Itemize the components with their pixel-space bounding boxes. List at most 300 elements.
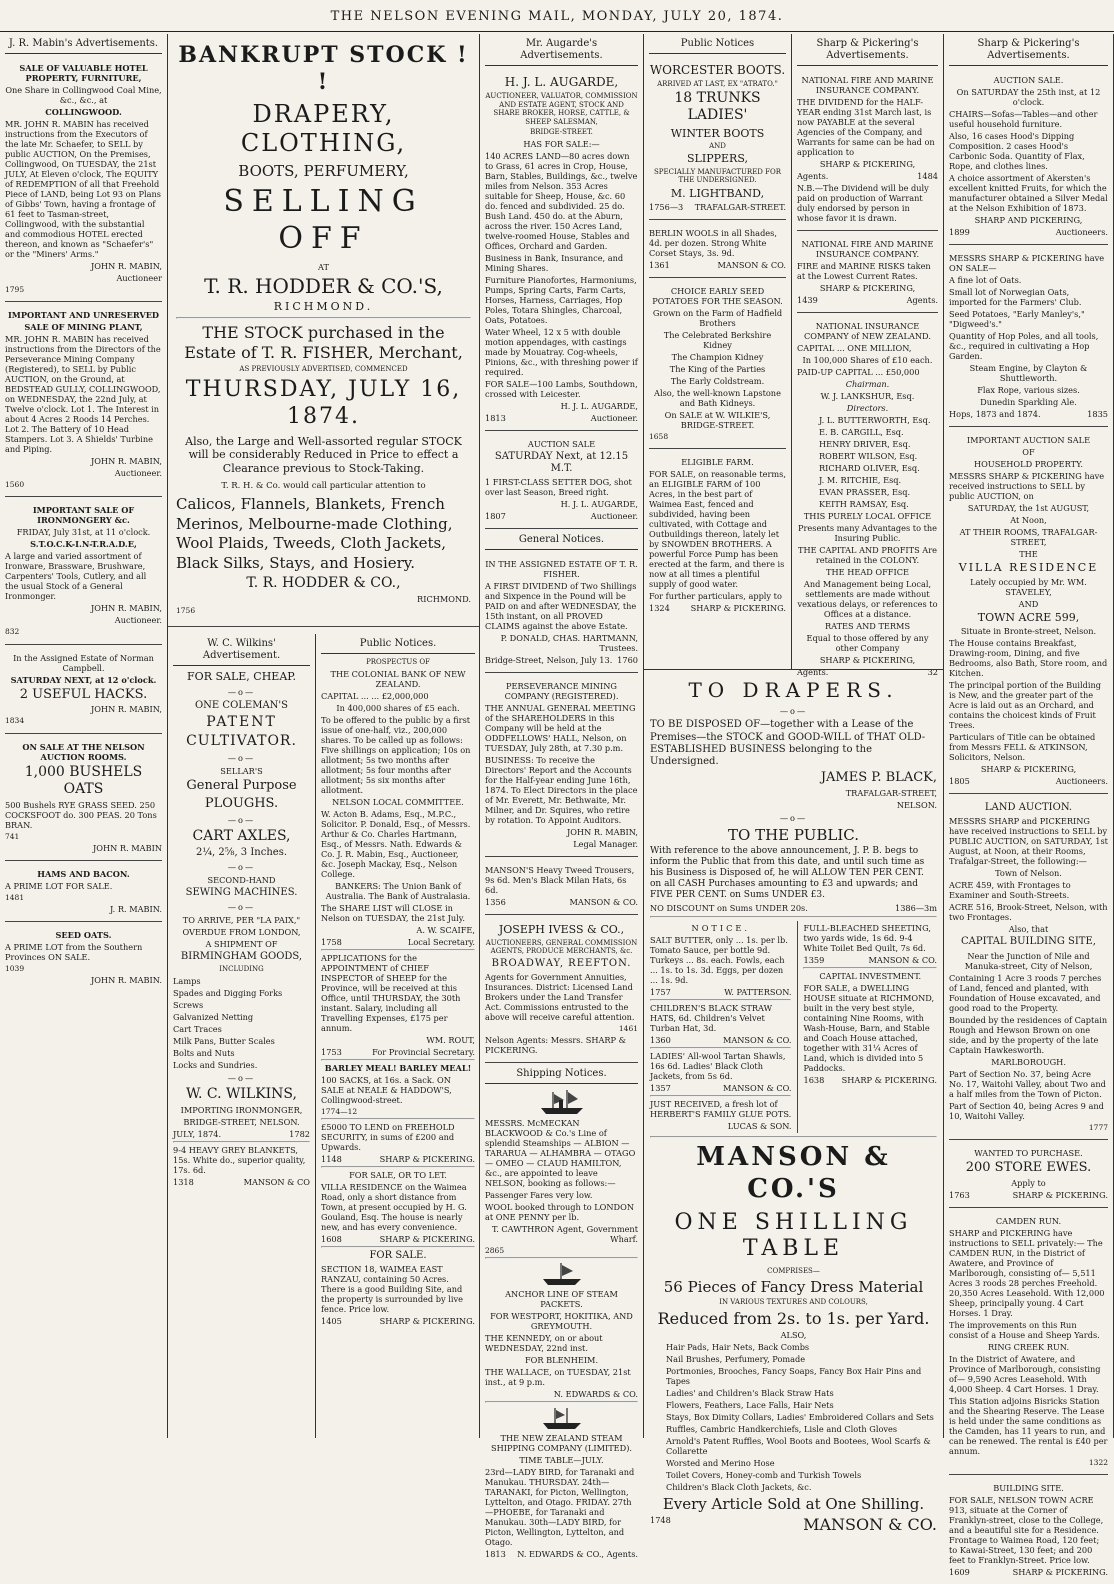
also2: Also, that: [1008, 924, 1049, 935]
fresh: JUST RECEIVED, a fresh lot of HERBERT'S FAMILY GLUE POTS.: [650, 1099, 792, 1120]
straw: CHILDREN'S BLACK STRAW HATS, 6d. Children's Velvet Turban Hat, 3d.: [650, 1003, 772, 1034]
drapers-title: TO DRAPERS.: [688, 678, 899, 702]
also: Also, the well-known Lapstone and Bath Kidneys.: [654, 388, 781, 409]
goods-list: Calicos, Flannels, Blankets, French Merinos, Melbourne-made Clothing, Wool Plaids, Tweeds, Cloth Jackets, Black Silks, Stays, and Hosiery.: [176, 495, 453, 572]
ad-seed-potatoes: [649, 281, 786, 449]
ad-footer: [650, 987, 791, 997]
house: The House contains Breakfast, Drawing-room, Dining, and five Bedrooms, also Bath, Store room, and Kitchen.: [949, 638, 1108, 679]
wilkins-line: INCLUDING: [219, 965, 264, 974]
winter: WINTER BOOTS: [670, 126, 765, 140]
ad-date: FRIDAY, July 31st, at 11 o'clock.: [16, 527, 151, 538]
mcmeckan: MESSRS. McMECKAN BLACKWOOD & Co.'s Line of splendid Steamships — ALBION — TARARUA — ALHAMBRA — OTAGO — OMEO — CLAUD HAMILTON, &c., are appointed to leave NELSON, booking as follows:—: [485, 1118, 636, 1189]
headline-richmond: RICHMOND.: [273, 300, 374, 314]
ad-signer: MANSON & CO.: [569, 897, 638, 908]
bank-body: To be offered to the public by a first issue of one-half, viz., 200,000 shares. To be called up as follows: Five shillings on application; 10s on allotment; 5s two months after allotment; 5s four months after allotment; 5s six months after allotment.: [321, 714, 471, 795]
hodder-richmond: RICHMOND.: [417, 594, 471, 605]
rule: —o—: [227, 753, 256, 764]
ad-number: 1795: [5, 285, 25, 295]
hbody: MESSRS SHARP & PICKERING have received instructions to SELL by public AUCTION, on: [949, 471, 1105, 502]
ad-seed-oats: [5, 925, 162, 992]
ad-footer: [485, 897, 638, 907]
ad-number: 1609: [949, 1566, 970, 1577]
ad-signer: SHARP & PICKERING.: [379, 1153, 475, 1164]
fares: Passenger Fares very low.: [485, 1190, 593, 1201]
wilkins-item: Cart Traces: [173, 1024, 222, 1035]
ad-signer: SHARP AND PICKERING,: [974, 215, 1083, 226]
ad-date: SATURDAY NEXT, at 12 o'clock.: [10, 674, 157, 685]
ad-number: 1658: [649, 432, 669, 442]
barley-body: 100 SACKS, at 16s. a Sack. ON SALE at NEALE & HADDOW'S, Collingwood-street.: [321, 1074, 452, 1105]
ad-number: 1361: [649, 260, 670, 271]
wilkins-item: Locks and Sundries.: [173, 1060, 258, 1071]
ad-signer: MANSON & CO.: [868, 955, 937, 966]
ad-stock: S.T.O.C.K-I.N-T.R.A.D.E,: [30, 539, 137, 550]
nz-ship-icon: [539, 1405, 585, 1431]
ad-hams: [5, 864, 162, 922]
ad-signer: JOHN R. MABIN,: [566, 827, 638, 838]
public-notices-column: [316, 634, 480, 1438]
ivess-name: JOSEPH IVESS & CO.,: [498, 923, 625, 937]
management: And Management being Local, settlements are made without vexatious delays, or references to Offices at a distance.: [797, 579, 938, 620]
part2: Part of Section 40, being Acres 9 and 10, Waitohi Valley.: [949, 1100, 1104, 1121]
ad-number: 1756: [176, 606, 196, 616]
ad-role: For Provincial Secretary.: [372, 1046, 475, 1057]
section-header: General Notices.: [485, 532, 638, 550]
column-header: W. C. Wilkins' Advertisement.: [173, 636, 310, 666]
saturday: SATURDAY, the 1st AUGUST,: [967, 503, 1090, 514]
town2: Town of Nelson.: [995, 868, 1062, 879]
wilkins-item: Bolts and Nuts: [173, 1048, 235, 1059]
previously-advertised: AS PREVIOUSLY ADVERTISED, COMMENCED: [239, 364, 408, 373]
ad-number: 1560: [5, 480, 25, 490]
improvements: The improvements on this Run consist of a House and Sheep Yards.: [949, 1319, 1100, 1340]
ad-number: 832: [5, 627, 20, 637]
ad-footer: [650, 1515, 937, 1535]
ad-footer: [650, 1083, 791, 1093]
ad-number: 1357: [650, 1083, 671, 1094]
ad-body: A large and varied assortment of Ironware, Brassware, Brushware, Carpenters' Tools, Cutlery, and all the usual Stock of a General Ironmonger.: [5, 551, 147, 602]
augarde-forsale: HAS FOR SALE:—: [523, 138, 600, 149]
wilkins-column: [168, 634, 316, 1438]
ad-camden-run: [949, 1211, 1108, 1475]
ad-title: IMPORTANT SALE OF IRONMONGERY &c.: [32, 505, 135, 526]
ad-number: 1148: [321, 1153, 342, 1164]
section-header: Shipping Notices.: [485, 1066, 638, 1084]
nb: N.B.—The Dividend will be duly paid on production of Warrant duly endorsed by person in whose favor it is drawn.: [797, 183, 929, 224]
rooms: AT THEIR ROOMS, TRAFALGAR-STREET,: [959, 527, 1098, 548]
ad-footer: [321, 1234, 475, 1244]
forsale2: FOR SALE.: [369, 1249, 427, 1261]
ad-hotel-sale: [5, 58, 162, 302]
manson-item: Arnold's Patent Ruffles, Wool Boots and Bootees, Wool Scarfs & Collarette: [666, 1436, 931, 1457]
stock-purchased: THE STOCK purchased in the Estate of T. R. FISHER, Merchant,: [184, 323, 463, 362]
ad-number: 1322: [1088, 1457, 1108, 1467]
drapers-body: TO BE DISPOSED OF—together with a Lease of the Premises—the STOCK and GOOD-WILL of THAT OLD-ESTABLISHED BUSINESS belonging to the Undersigned.: [650, 719, 926, 767]
villa: VILLA RESIDENCE: [958, 561, 1099, 575]
times: 23rd—LADY BIRD, for Taranaki and Manukau. THURSDAY. 24th—TARANAKI, for Picton, Wellington, Lyttelton, and Otago. FRIDAY. 27th—PHOEBE, for Taranaki and Manukau. 30th—LADY BIRD, for Picton, Wellington, Lyttelton, and Otago.: [485, 1467, 635, 1548]
discount: NO DISCOUNT on Sums UNDER 20s.: [650, 903, 808, 914]
ad-signer: SHARP & PICKERING.: [1012, 1566, 1108, 1577]
nfm2: NATIONAL FIRE AND MARINE INSURANCE COMPANY.: [801, 239, 934, 260]
ad-role: Legal Manager.: [573, 839, 638, 850]
wilkins-date-text: JULY, 1874.: [173, 1129, 222, 1140]
fisher-place: Bridge-Street, Nelson, July 13.: [485, 655, 613, 666]
of: OF: [1022, 447, 1035, 458]
ad-number: 1756—3: [649, 202, 684, 213]
ad-number: 1899: [949, 227, 970, 238]
date-headline: THURSDAY, JULY 16, 1874.: [185, 377, 462, 429]
ad-footer: [949, 1567, 1108, 1577]
farm-particulars: For further particulars, apply to: [649, 591, 782, 602]
wilkins-items: [173, 976, 310, 1070]
situate: Situate in Bronte-street, Nelson.: [960, 626, 1097, 637]
ad-footer: [803, 1075, 937, 1085]
ad-signer: LUCAS & SON.: [727, 1121, 792, 1132]
shipping-notices: [485, 1088, 638, 1559]
masthead: THE NELSON EVENING MAIL, MONDAY, JULY 20, 1874.: [0, 0, 1114, 32]
rule: —o—: [779, 706, 808, 717]
ad-signer: SHARP & PICKERING.: [379, 1233, 475, 1244]
ad-footer: [949, 776, 1108, 786]
auction-title: AUCTION SALE: [527, 438, 596, 449]
augarde-business: Business in Bank, Insurance, and Mining Shares.: [485, 252, 624, 273]
principal: The principal portion of the Building is New, and the greater part of the Acre is laid out as an Orchard, and contains the choicest kinds of Fruit Trees.: [949, 680, 1102, 731]
ad-role: Auctioneer.: [114, 468, 162, 479]
nfm: NATIONAL FIRE AND MARINE INSURANCE COMPANY.: [801, 75, 934, 96]
headline-drapery: DRAPERY, CLOTHING,: [240, 99, 407, 157]
wanted: WANTED TO PURCHASE.: [974, 1147, 1083, 1158]
ad-number: 1760: [617, 655, 638, 666]
ad-signer: SHARP & PICKERING.: [1012, 1189, 1108, 1200]
ad-fisher-estate: [485, 554, 638, 673]
shares: In 100,000 Shares of £10 each.: [802, 355, 933, 366]
wallace: THE WALLACE, on TUESDAY, 21st inst., at 9 p.m.: [485, 1367, 631, 1388]
augarde-title: AUCTIONEER, VALUATOR, COMMISSION AND ESTATE AGENT, STOCK AND SHARE BROKER, HORSE, CATTLE, & SHEEP SALESMAN,: [485, 92, 638, 126]
ad-role: Agents.: [797, 667, 829, 678]
ewes: 200 STORE EWES.: [965, 1159, 1092, 1175]
persev-business: BUSINESS: To receive the Directors' Report and the Accounts for the Half-year ending June 16th, 1874. To Elect Directors in the place of Mr. Everett, Mr. Bethwaite, Mr. Milner, and Dr. Squires, who retire by rotation. To Appoint Auditors.: [485, 755, 638, 826]
ad-footer: [949, 1190, 1108, 1200]
column-header: Public Notices: [649, 36, 786, 54]
acre2: ACRE 516, Brook-Street, Nelson, with two Frontages.: [949, 902, 1108, 923]
ad-oats: [5, 737, 162, 861]
wilkins-date: [173, 1129, 310, 1139]
hodder-sign: T. R. HODDER & CO.,: [246, 575, 401, 592]
director: EVAN PRASSER, Esq.: [819, 487, 911, 498]
nz-company: THE NEW ZEALAND STEAM SHIPPING COMPANY (LIMITED).: [490, 1433, 633, 1454]
ad-land-auction: [949, 797, 1108, 1140]
building: BUILDING SITE.: [993, 1482, 1064, 1493]
choice: A choice assortment of Akersten's excellent knitted Fruits, for which the manufacturer obtained a Silver Medal at the Nelson Exhibition of 1873.: [949, 173, 1108, 214]
ad-building-site: [949, 1478, 1108, 1584]
head: THE HEAD OFFICE: [826, 567, 909, 578]
the: THE: [1019, 549, 1038, 560]
fisher-dividend: A FIRST DIVIDEND of Two Shillings and Sixpence in the Pound will be PAID on and after WEDNESDAY, the 15th instant, on all PROVED CLAIMS against the above Estate.: [485, 581, 637, 632]
date: On SATURDAY the 25th inst, at 12 o'clock.: [956, 87, 1101, 108]
auction-date: SATURDAY Next, at 12.15 M.T.: [494, 450, 629, 474]
potato-kind: The King of the Parties: [669, 364, 766, 375]
column-mabin: [0, 34, 168, 1438]
ad-number: 1782: [289, 1129, 310, 1140]
bankers: BANKERS: The Union Bank of Australia. The Bank of Australasia.: [325, 880, 471, 901]
discount-line: [650, 903, 937, 913]
committee: NELSON LOCAL COMMITTEE.: [332, 796, 464, 807]
lightband: M. LIGHTBAND,: [670, 186, 765, 200]
director: RICHARD OLIVER, Esq.: [819, 463, 920, 474]
ad-nfm-risks: [797, 234, 938, 313]
ad-sub: One Share in Collingwood Coal Mine, &c., &c., at: [5, 85, 162, 106]
ad-signer: SHARP & PICKERING,: [819, 655, 916, 666]
potato-kinds: [649, 330, 786, 386]
ad-number: 1834: [5, 716, 25, 726]
ad-title: ON SALE AT THE NELSON AUCTION ROOMS.: [22, 741, 145, 762]
ad-augarde: [485, 70, 638, 430]
ad-sub: SALE OF MINING PLANT,: [24, 322, 143, 333]
paid: PAID-UP CAPITAL ... £50,000: [797, 367, 920, 378]
ad-signer: W. PATTERSON.: [724, 987, 792, 998]
farm: ELIGIBLE FARM.: [681, 457, 754, 468]
part: Part of Section No. 37, being Acre No. 17, Waitohi Valley, about Two and a half miles from the Town of Picton.: [949, 1068, 1106, 1099]
rule: —o—: [227, 862, 256, 873]
wilkins-item: Lamps: [173, 976, 201, 987]
ad-number: 1805: [949, 776, 970, 787]
ad-footer: [485, 511, 638, 521]
tweed-body: MANSON'S Heavy Tweed Trousers, 9s 6d. Men's Black Milan Hats, 6s 6d.: [485, 865, 635, 896]
ad-number: 1813: [485, 412, 506, 423]
apply: Apply to: [1011, 1177, 1046, 1188]
director-list: [797, 415, 938, 509]
ad-mining-plant: [5, 305, 162, 497]
ad-number: 1777: [1088, 1122, 1108, 1132]
ad-number: 1356: [485, 897, 506, 908]
bounded: Bounded by the residences of Captain Rough and Hewson Brown on one side, and by the property of the late Captain Hawkesworth.: [949, 1014, 1108, 1055]
manson-item: Hair Pads, Hair Nets, Back Combs: [666, 1342, 810, 1353]
ad-signer: H. J. L. AUGARDE,: [560, 400, 638, 411]
ad-footer: [797, 295, 938, 305]
ad-footer: [321, 1047, 475, 1057]
household: HOUSEHOLD PROPERTY.: [973, 459, 1084, 470]
director: ROBERT WILSON, Esq.: [819, 451, 918, 462]
edwards: N. EDWARDS & CO.: [553, 1389, 638, 1400]
ad-role: Auctioneer.: [590, 412, 638, 423]
ad-number: 1405: [321, 1316, 342, 1327]
ad-perseverance: [485, 676, 638, 857]
small-ads-right: [797, 921, 937, 1133]
wilkins-line: SELLAR'S: [220, 766, 263, 777]
directors: Directors.: [846, 403, 889, 414]
rule: —o—: [227, 902, 256, 913]
black-street: TRAFALGAR-STREET,: [845, 788, 937, 798]
timetable: TIME TABLE—JULY.: [519, 1455, 604, 1466]
ad-number: 1753: [321, 1046, 342, 1057]
ad-role: Auctioneer.: [590, 511, 638, 522]
ad-body: A PRIME LOT from the Southern Provinces ON SALE.: [5, 942, 143, 963]
ad-number: 1758: [321, 936, 342, 947]
wilkins-line: CART AXLES,: [192, 827, 291, 844]
potatoes: CHOICE EARLY SEED POTATOES FOR THE SEASON.: [652, 286, 783, 307]
every-article: Every Article Sold at One Shilling.: [662, 1495, 925, 1514]
junction: Near the Junction of Nile and Manuka-street, City of Nelson,: [964, 950, 1093, 971]
ad-footer: [803, 955, 937, 965]
ad-national-insurance: [797, 316, 938, 684]
rule: —o—: [227, 814, 256, 825]
ad-signer: MANSON & CO.: [722, 1035, 792, 1046]
ad-number: 2865: [485, 1246, 505, 1256]
ad-title: IMPORTANT AND UNRESERVED: [7, 310, 160, 321]
wilkie: On SALE at W. WILKIE'S, BRIDGE-STREET.: [664, 410, 771, 431]
ad-nfm-dividend: [797, 70, 938, 231]
fisher-trustees: P. DONALD, CHAS. HARTMANN, Trustees.: [500, 633, 638, 654]
ad-signer: H. J. L. AUGARDE,: [560, 499, 638, 510]
manson-item: Toilet Covers, Honey-comb and Turkish Towels: [666, 1470, 862, 1481]
persev-title: PERSEVERANCE MINING COMPANY (REGISTERED).: [504, 681, 619, 702]
worcester: WORCESTER BOOTS.: [649, 63, 786, 78]
director: E. B. CARGILL, Esq.: [819, 427, 904, 438]
ivess-body: Agents for Government Annuities, Insurances. District: Licensed Land Brokers under the Land Transfer Act. Commissions entrusted to the above will receive careful attention.: [485, 971, 635, 1022]
director: J. L. BUTTERWORTH, Esq.: [819, 415, 931, 426]
oats: A fine lot of Oats.: [949, 275, 1022, 286]
kennedy: THE KENNEDY, on or about WEDNESDAY, 22nd inst.: [485, 1333, 603, 1354]
local: THIS PURELY LOCAL OFFICE: [803, 511, 932, 522]
particulars: Particulars of Title can be obtained from Messrs FELL & ATKINSON, Solicitors, Nelson.: [949, 732, 1096, 763]
wilkins-line: IMPORTING IRONMONGER,: [180, 1105, 303, 1116]
wilkins-line: BRIDGE-STREET, NELSON.: [183, 1117, 300, 1128]
rule: —o—: [779, 813, 808, 823]
grown: Grown on the Farm of Hadfield Brothers: [652, 308, 783, 329]
ad-role: Auctioneers.: [1055, 776, 1108, 787]
potato-kind: The Celebrated Berkshire Kidney: [663, 330, 772, 351]
ad-ironmongery: [5, 500, 162, 644]
ivess-role: AUCTIONEERS, GENERAL COMMISSION AGENTS, PRODUCE MERCHANTS, &c.: [485, 938, 638, 956]
nic: NATIONAL INSURANCE COMPANY of NEW ZEALAND.: [804, 321, 931, 342]
ad-number: 1461: [618, 1023, 638, 1033]
blankets-ad: 9-4 HEAVY GREY BLANKETS, 15s. White do., superior quality, 17s. 6d.: [173, 1145, 306, 1176]
black-name: JAMES P. BLACK,: [820, 770, 937, 786]
ad-signer: MANSON & CO.: [722, 1083, 792, 1094]
arrived: ARRIVED AT LAST, EX "ATRATO.": [657, 79, 778, 88]
steam: Steam Engine, by Clayton & Shuttleworth.: [969, 363, 1088, 384]
headline-boots: BOOTS, PERFUMERY,: [238, 162, 409, 181]
ad-signer: SHARP & PICKERING.: [841, 1075, 937, 1086]
ad-signer: A. W. SCAIFE,: [416, 924, 475, 935]
ad-number: 1748: [650, 1515, 671, 1526]
ad-tweed: [485, 860, 638, 915]
headline-at: AT: [318, 261, 329, 272]
ad-number: 1757: [650, 987, 671, 998]
wilkins-line: TO ARRIVE, PER "LA PAIX,": [182, 915, 301, 926]
ivess-address: BROADWAY, REEFTON.: [491, 957, 632, 969]
manson-item: Worsted and Merino Hose: [666, 1458, 775, 1469]
rule: —o—: [227, 1073, 256, 1084]
ad-signer: MANSON & CO.: [803, 1515, 937, 1535]
augarde-lambs: FOR SALE—100 Lambs, Southdown, crossed with Leicester.: [485, 378, 638, 399]
wilkins-line: BIRMINGHAM GOODS,: [180, 951, 303, 963]
ad-number: 1835: [1087, 409, 1108, 420]
members: W. Acton B. Adams, Esq., M.P.C., Solicitor. P. Donald, Esq., of Messrs. Arthur & Co. Charles Hartmann, Esq., of Messrs. Nath. Edwards & Co. J. R. Mabin, Esq., Auctioneer, &c. Joseph Mackay, Esq., Nelson College.: [321, 808, 471, 879]
ivess-agent: Nelson Agents: Messrs. SHARP & PICKERING.: [485, 1035, 626, 1056]
cawthron: T. CAWTHRON Agent, Government Wharf.: [491, 1224, 638, 1245]
cbody: SHARP and PICKERING have instructions to SELL privately:— The CAMDEN RUN, in the District of Awatere, and Province of Marlborough, consisting of— 5,511 Acres 3 roods 28 perches Freehold. 20,350 Acres Leasehold. With 12,000 Sheep, principally young. 4 Cart Horses. 1 Dray.: [949, 1227, 1105, 1318]
ad-number: 1638: [803, 1075, 825, 1086]
reduced: Reduced from 2s. to 1s. per Yard.: [657, 1308, 930, 1328]
drapers-section: [644, 669, 944, 1535]
wilkins-line: SECOND-HAND: [207, 875, 276, 886]
ladies: LADIES' All-wool Tartan Shawls, 16s 6d. Ladies' Black Cloth Jackets, from 5s 6d.: [650, 1051, 786, 1082]
ad-wanted: [949, 1143, 1108, 1208]
chairs: CHAIRS—Sofas—Tables—and other useful household furniture.: [949, 109, 1098, 130]
profits: THE CAPITAL AND PROFITS Are retained in the COLONY.: [798, 545, 937, 566]
textures: IN VARIOUS TEXTURES AND COLOURS,: [719, 1298, 868, 1307]
lend: £5000 TO LEND on FREEHOLD SECURITY, in sums of £200 and Upwards.: [321, 1121, 455, 1152]
attention: T. R. H. & Co. would call particular attention to: [221, 480, 426, 491]
ad-berlin: [649, 223, 786, 278]
ad-body: 500 Bushels RYE GRASS SEED. 250 COCKSFOOT do. 300 PEAS. 20 Tons BRAN.: [5, 799, 157, 830]
headline-hodder: T. R. HODDER & CO.'S,: [204, 273, 443, 298]
ad-footer: [649, 202, 786, 212]
camden: CAMDEN RUN.: [995, 1215, 1062, 1226]
rates: RATES AND TERMS: [824, 621, 911, 632]
wilkins-line: SEWING MACHINES.: [185, 887, 298, 899]
ad-auction-sale: [949, 70, 1108, 245]
capital: CAPITAL ... ONE MILLION,: [797, 343, 912, 354]
wilkins-line: A SHIPMENT OF: [205, 939, 278, 950]
ad-signer: JOHN R. MABIN,: [90, 456, 162, 467]
ad-number: 32: [927, 667, 938, 678]
ad-signer: N. EDWARDS & CO., Agents.: [517, 1549, 638, 1560]
augarde-furniture: Furniture Pianofortes, Harmoniums, Pumps, Spring Carts, Farm Carts, Horses, Harness, Carriages, Hop Poles, Totara Shingles, Charcoal, Oats, Potatoes.: [485, 274, 637, 325]
ad-signer: MANSON & CO: [243, 1177, 310, 1188]
ad-signer: SHARP & PICKERING.: [379, 1316, 475, 1327]
ad-auction-sale: [485, 434, 638, 529]
and: AND: [709, 141, 726, 150]
ad-eligible-farm: [649, 452, 786, 620]
ad-signer: JOHN R. MABIN,: [90, 261, 162, 272]
forsale: FOR SALE, OR TO LET.: [349, 1169, 447, 1180]
wilkins-line: General Purpose: [186, 778, 297, 794]
villa: VILLA RESIDENCE on the Waimea Road, only a short distance from Town, at present occupied by H. G. Gouland, Esq. The house is nearly new, and has every convenience.: [321, 1181, 467, 1232]
ad-number: 1039: [5, 964, 25, 974]
blenheim: FOR BLENHEIM.: [524, 1355, 599, 1366]
ad-body: A PRIME LOT FOR SALE.: [5, 880, 113, 891]
nfm-body: THE DIVIDEND for the HALF-YEAR ending 31st March last, is now PAYABLE at the several Agencies of the Company, and Warrants for same can be had on application to: [797, 97, 935, 158]
notice-body: SALT BUTTER, only ... 1s. per lb. Tomato Sauce, per bottle 9d. Turkeys ... 8s. each. Fowls, each ... 1s. to 1s. 3d. Eggs, per dozen ... 1s. 9d.: [650, 935, 788, 986]
seed: Small lot of Norwegian Oats, imported for the Farmers' Club.: [949, 287, 1082, 308]
sheeting: FULL-BLEACHED SHEETING, two yards wide, 1s 6d. 9-4 White Toilet Bed Quilt, 7s 6d.: [803, 923, 932, 954]
trunks: 18 TRUNKS LADIES': [674, 90, 761, 124]
ad-footer: [949, 409, 1108, 419]
special: SPECIALLY MANUFACTURED FOR THE UNDERSIGNED.: [653, 167, 782, 185]
potato-kind: The Early Coldstream.: [670, 376, 765, 387]
flax: Flax Rope, various sizes.: [977, 385, 1080, 396]
poles: Quantity of Hop Poles, and all tools, &c., required in cultivating a Hop Garden.: [949, 331, 1099, 362]
marl: MARLBOROUGH.: [991, 1056, 1066, 1067]
capital-title: CAPITAL INVESTMENT.: [819, 971, 922, 982]
augarde-water: Water Wheel, 12 x 5 with double motion appendages, with castings made by Mouatray. Cog-wheels, Pinions, &c., with threshing power if required.: [485, 326, 638, 377]
ad-role: Auctioneer.: [114, 615, 162, 626]
chair: W. J. LANKSHUR, Esq.: [820, 391, 915, 402]
ad-signer: MANSON & CO.: [717, 260, 786, 271]
manson-item: Ruffles, Cambric Handkerchiefs, Lisle and Cloth Gloves: [666, 1424, 898, 1435]
small-ads-left: [650, 921, 791, 1133]
wilkins-line: ONE COLEMAN'S: [194, 699, 289, 711]
messrs: MESSRS SHARP & PICKERING have ON SALE—: [949, 253, 1105, 274]
ad-signer: JOHN R. MABIN: [93, 842, 162, 853]
ad-footer: [650, 1035, 791, 1045]
ad-role: Auctioneers.: [1055, 227, 1108, 238]
ad-signer: SHARP & PICKERING,: [819, 159, 916, 170]
column-augarde: [480, 34, 644, 1560]
director: HENRY DRIVER, Esq.: [819, 439, 911, 450]
